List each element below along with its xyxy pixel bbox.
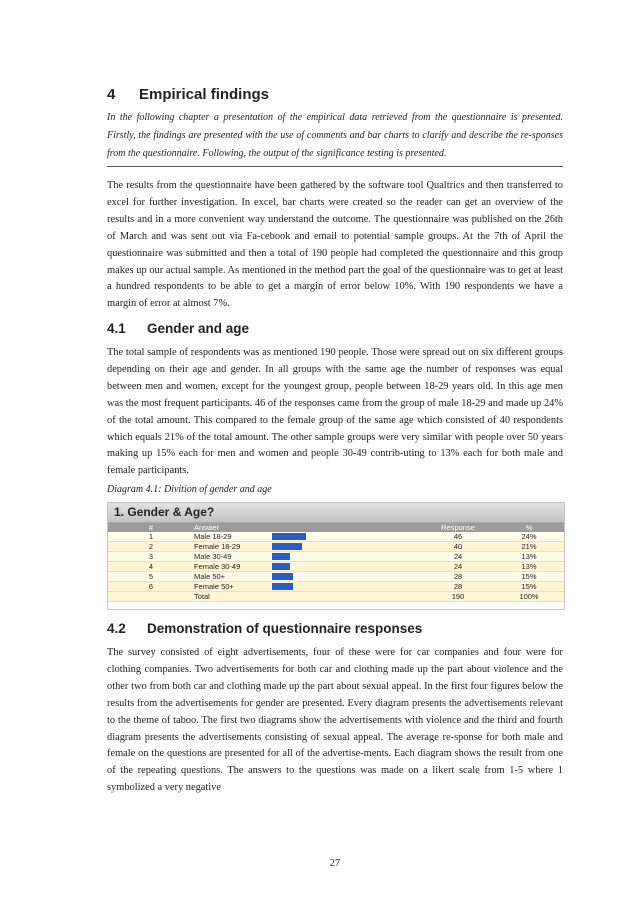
- section-4-1-paragraph: The total sample of respondents was as mentioned 190 people. Those were spread out on six different groups depending on their age and gender. In all groups with the same age the number of responses was equal between men and women, except for the youngest group, people between 18-29 years old. In this age men was the most frequent participants. 46 of the responses came from the group of male 18-29 and made up 24% of the total amount. This compared to the female group of the same age which consisted of 40 respondents which equals 21% of the total amount. The other sample groups were very similar with people over 50 years making up 15% each for men and women and people 30-49 contrib-uting to 13% each for both male and female participants.: [107, 347, 563, 477]
- total-label: Total: [194, 592, 272, 602]
- header-num: #: [108, 523, 194, 532]
- table-total-row: [108, 592, 564, 602]
- row-answer: Male 50+: [194, 572, 272, 582]
- gender-age-table: [107, 502, 565, 610]
- row-bar-cell: [272, 542, 422, 552]
- row-percent: 15%: [494, 572, 564, 582]
- row-response: 24: [422, 562, 494, 572]
- chapter-title: Empirical findings: [139, 86, 270, 103]
- row-percent: 15%: [494, 582, 564, 592]
- header-response: Response: [422, 523, 494, 532]
- row-response: 40: [422, 542, 494, 552]
- row-response: 46: [422, 532, 494, 542]
- chapter-paragraph: The results from the questionnaire have been gathered by the software tool Qualtrics and then transferred to excel for further investigation. In excel, bar charts were created so the reader can get an overview of the results and in a more convenient way understand the outcome. The questionnaire was published on the 26th of March and was sent out via Fa-cebook and email to potential sample groups. At the 7th of April the questionnaire was submitted and then a total of 190 people had completed the questionnaire and this group makes up our actual sample. As mentioned in the method part the goal of the questionnaire was to get at least a hundred respondents to be able to get a margin of error below 10%. With 190 respondents we have a margin of error at almost 7%.: [107, 180, 563, 310]
- row-percent: 13%: [494, 562, 564, 572]
- response-bar: [272, 553, 290, 560]
- section-heading-4-1: [107, 321, 249, 336]
- response-bar: [272, 573, 293, 580]
- row-num: 2: [108, 542, 194, 552]
- page-number: 27: [329, 858, 341, 869]
- section-number: 4.1: [107, 321, 126, 336]
- row-num: 5: [108, 572, 194, 582]
- results-table: [108, 523, 564, 602]
- row-answer: Male 18-29: [194, 532, 272, 542]
- response-bar: [272, 533, 306, 540]
- table-row: [108, 562, 564, 572]
- total-num: [108, 592, 194, 602]
- chapter-intro: In the following chapter a presentation of the empirical data retrieved from the questionnaire is presented. Firstly, the findings are presented with the use of comments and bar charts to clarify and describe the re-sponses from the questionnaire. Following, the output of the significance testing is presented.: [107, 109, 563, 167]
- response-bar: [272, 543, 302, 550]
- row-bar-cell: [272, 532, 422, 542]
- table-row: [108, 542, 564, 552]
- row-answer: Male 30-49: [194, 552, 272, 562]
- section-number: 4.2: [107, 621, 126, 636]
- row-percent: 24%: [494, 532, 564, 542]
- section-title: Gender and age: [147, 321, 250, 336]
- table-row: [108, 532, 564, 542]
- row-bar-cell: [272, 552, 422, 562]
- response-bar: [272, 563, 290, 570]
- row-response: 28: [422, 582, 494, 592]
- table-row: [108, 582, 564, 592]
- table-row: [108, 552, 564, 562]
- chapter-number: 4: [107, 86, 116, 103]
- row-bar-cell: [272, 582, 422, 592]
- section-heading-4-2: [107, 621, 422, 636]
- row-response: 28: [422, 572, 494, 582]
- total-percent: 100%: [494, 592, 564, 602]
- row-percent: 13%: [494, 552, 564, 562]
- total-bar-cell: [272, 592, 422, 602]
- table-row: [108, 572, 564, 582]
- response-bar: [272, 583, 293, 590]
- row-bar-cell: [272, 572, 422, 582]
- row-answer: Female 30-49: [194, 562, 272, 572]
- table-header-row: [108, 523, 564, 532]
- table-title: 1. Gender & Age?: [108, 503, 564, 523]
- section-4-2-paragraph: The survey consisted of eight advertisements, four of these were for car companies and four were for clothing companies. Two advertisements for both car and clothing made up the part about violence and the other two from both car and clothing made up the part about sexual appeal. In the first four figures below the results from the advertisements for gender are presented. Every diagram presents the advertisements relevant to the theme of taboo. The first two diagrams show the advertisements with violence and the third and fourth diagram presents the advertisements consisting of sexual appeal. The average re-sponse for both male and female on the questions are presented for all of the advertise-ments. Each diagram shows the result from one of the repeating questions. The answers to the questions was made on a likert scale from 1-5 where 1 symbolized a very negative: [107, 647, 563, 794]
- header-answer: Answer: [194, 523, 272, 532]
- row-percent: 21%: [494, 542, 564, 552]
- section-title: Demonstration of questionnaire responses: [147, 621, 423, 636]
- row-bar-cell: [272, 562, 422, 572]
- diagram-caption: Diagram 4.1: Divition of gender and age: [107, 484, 272, 495]
- row-num: 4: [108, 562, 194, 572]
- header-bar: [272, 523, 422, 532]
- row-answer: Female 50+: [194, 582, 272, 592]
- chapter-heading: [107, 86, 269, 103]
- header-percent: %: [494, 523, 564, 532]
- row-response: 24: [422, 552, 494, 562]
- total-response: 190: [422, 592, 494, 602]
- row-num: 1: [108, 532, 194, 542]
- row-num: 6: [108, 582, 194, 592]
- row-num: 3: [108, 552, 194, 562]
- row-answer: Female 18-29: [194, 542, 272, 552]
